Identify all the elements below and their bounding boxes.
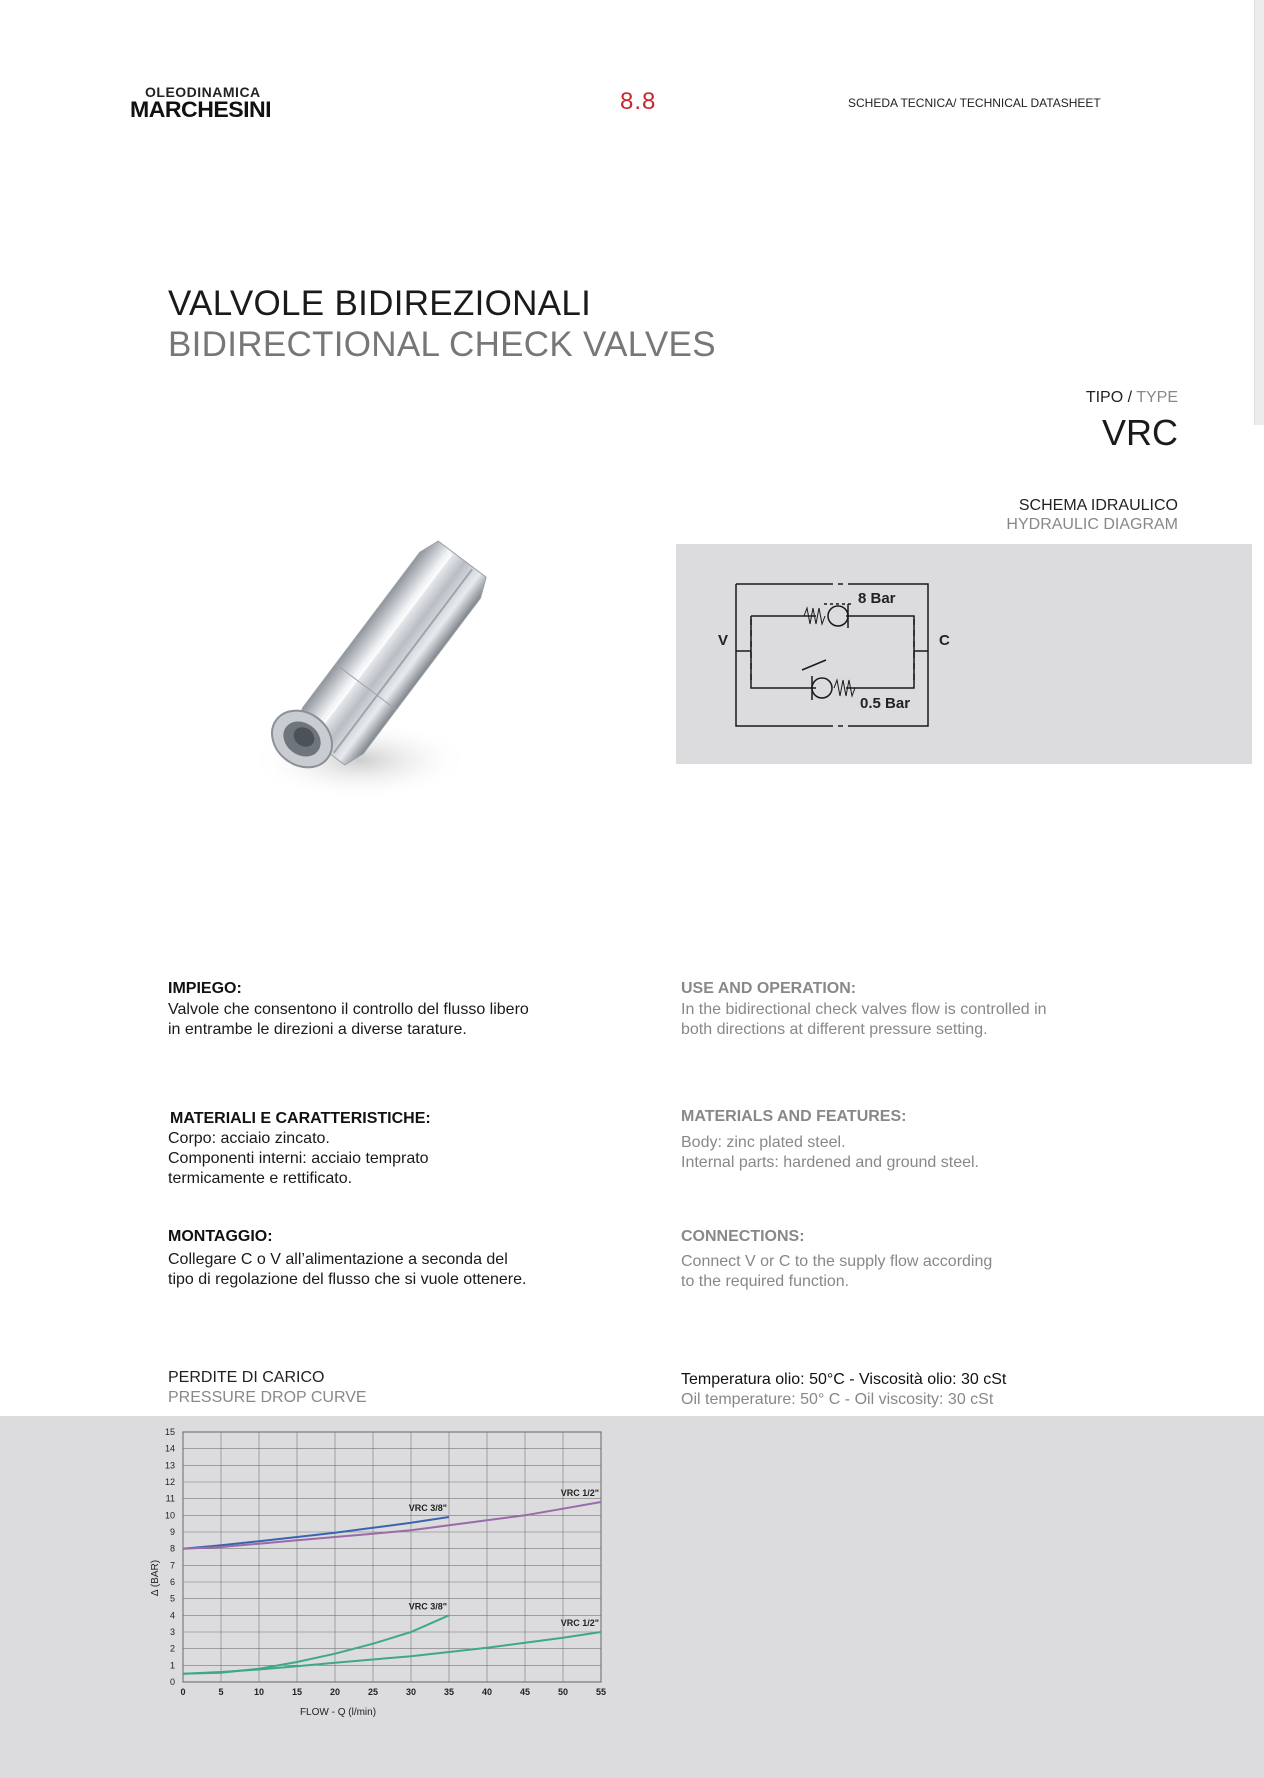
y-tick-label: 9 <box>169 1527 175 1537</box>
y-tick-label: 12 <box>164 1477 175 1487</box>
montaggio-line: tipo di regolazione del flusso che si vuole ottenere. <box>168 1271 527 1288</box>
y-tick-label: 0 <box>169 1677 175 1687</box>
x-tick-label: 5 <box>218 1687 224 1697</box>
curve-title-en: PRESSURE DROP CURVE <box>168 1389 367 1406</box>
impiego-line: in entrambe le direzioni a diverse tarature. <box>168 1021 467 1038</box>
y-tick-label: 6 <box>169 1577 175 1587</box>
bottom-setting-label: 0.5 Bar <box>860 695 911 712</box>
oil-spec-it: Temperatura olio: 50°C - Viscosità olio: 30 cSt <box>681 1371 1007 1388</box>
use-line: both directions at different pressure setting. <box>681 1021 988 1038</box>
x-tick-label: 50 <box>557 1687 569 1697</box>
y-tick-label: 11 <box>165 1493 175 1504</box>
connections-line: to the required function. <box>681 1273 850 1290</box>
logo-company-line: OLEODINAMICA <box>145 84 261 100</box>
page-title-italian: VALVOLE BIDIREZIONALI <box>168 284 592 323</box>
y-tick-label: 10 <box>164 1510 175 1521</box>
connections-heading: CONNECTIONS: <box>681 1228 805 1245</box>
curve-title-it: PERDITE DI CARICO <box>168 1369 325 1386</box>
y-tick-label: 15 <box>164 1427 175 1437</box>
materiali-line: termicamente e rettificato. <box>168 1170 353 1187</box>
impiego-text <box>168 1000 529 1040</box>
y-tick-label: 2 <box>169 1643 175 1654</box>
x-tick-label: 40 <box>481 1687 493 1697</box>
montaggio-heading: MONTAGGIO: <box>168 1228 273 1245</box>
series-label: VRC 1/2" <box>560 1618 599 1628</box>
pressure-drop-chart <box>140 1420 620 1720</box>
datasheet-label: SCHEDA TECNICA/ TECHNICAL DATASHEET <box>848 96 1101 110</box>
port-c-label: C <box>939 632 950 649</box>
oil-spec-en: Oil temperature: 50° C - Oil viscosity: 30 cSt <box>681 1391 994 1408</box>
x-tick-label: 15 <box>291 1687 303 1697</box>
y-axis-label: Δ (BAR) <box>150 1559 161 1597</box>
connections-line: Connect V or C to the supply flow according <box>681 1253 993 1270</box>
materials-heading: MATERIALS AND FEATURES: <box>681 1108 907 1125</box>
top-setting-label: 8 Bar <box>858 590 896 607</box>
x-tick-label: 35 <box>443 1687 455 1697</box>
y-tick-label: 4 <box>169 1610 175 1621</box>
type-label-en: TYPE <box>1136 389 1178 406</box>
x-tick-label: 45 <box>519 1687 531 1697</box>
series-label: VRC 3/8" <box>408 1601 447 1612</box>
type-label-it: TIPO / <box>1085 389 1133 406</box>
impiego-line: Valvole che consentono il controllo del flusso libero <box>168 1001 529 1018</box>
x-tick-label: 55 <box>595 1687 607 1697</box>
series-label: VRC 1/2" <box>560 1488 599 1498</box>
materiali-heading: MATERIALI E CARATTERISTICHE: <box>170 1110 431 1127</box>
materials-text <box>681 1133 979 1173</box>
x-axis-label: FLOW - Q (l/min) <box>299 1707 377 1718</box>
series-line <box>183 1517 449 1549</box>
y-tick-label: 8 <box>169 1543 175 1554</box>
x-tick-label: 30 <box>405 1687 417 1697</box>
type-label <box>1086 389 1178 407</box>
port-v-label: V <box>718 632 729 649</box>
diagram-title-en: HYDRAULIC DIAGRAM <box>1006 516 1178 533</box>
series-label: VRC 3/8" <box>408 1503 447 1513</box>
y-tick-label: 3 <box>169 1627 175 1637</box>
y-tick-label: 5 <box>169 1593 175 1604</box>
y-tick-label: 7 <box>169 1560 175 1571</box>
y-tick-label: 13 <box>164 1460 175 1471</box>
hydraulic-diagram <box>676 544 1252 764</box>
use-text <box>681 1000 1047 1040</box>
y-tick-label: 14 <box>164 1443 175 1454</box>
x-tick-label: 10 <box>253 1687 265 1697</box>
page-title-english: BIDIRECTIONAL CHECK VALVES <box>168 325 716 364</box>
logo-brand: MARCHESINI <box>130 97 272 122</box>
type-value: VRC <box>1101 412 1178 453</box>
impiego-heading: IMPIEGO: <box>168 980 242 997</box>
x-tick-label: 20 <box>329 1687 341 1697</box>
use-heading: USE AND OPERATION: <box>681 980 857 997</box>
montaggio-text <box>168 1250 526 1290</box>
product-image <box>240 505 570 835</box>
montaggio-line: Collegare C o V all’alimentazione a seconda del <box>168 1251 508 1268</box>
materiali-line: Componenti interni: acciaio temprato <box>168 1150 429 1167</box>
diagram-title-it: SCHEMA IDRAULICO <box>1018 497 1178 514</box>
materiali-text <box>168 1129 429 1189</box>
materials-line: Body: zinc plated steel. <box>681 1134 846 1151</box>
x-tick-label: 0 <box>180 1687 186 1697</box>
plot-frame <box>183 1432 601 1682</box>
x-tick-label: 25 <box>367 1687 379 1697</box>
connections-text <box>681 1252 992 1292</box>
materials-line: Internal parts: hardened and ground steel. <box>681 1154 979 1171</box>
page-number: 8.8 <box>620 88 657 115</box>
materiali-line: Corpo: acciaio zincato. <box>168 1130 330 1147</box>
scrollbar[interactable] <box>1254 0 1264 425</box>
y-tick-label: 1 <box>169 1660 175 1671</box>
use-line: In the bidirectional check valves flow is controlled in <box>681 1001 1047 1018</box>
hydraulic-diagram-panel <box>676 544 1252 764</box>
